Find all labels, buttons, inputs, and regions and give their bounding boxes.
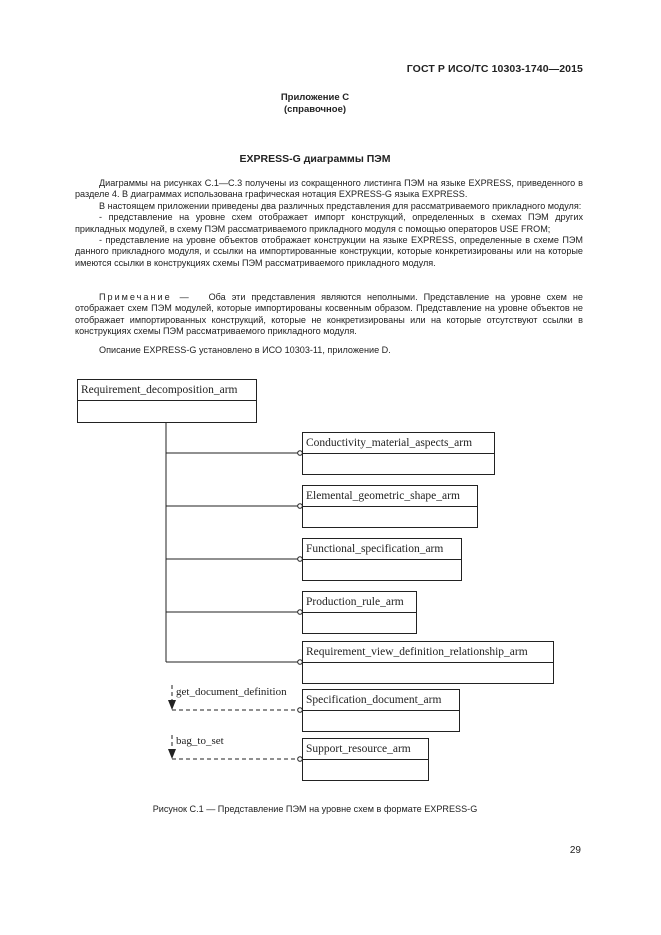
schema-name: Elemental_geometric_shape_arm [303,486,477,507]
reference-label: get_document_definition [176,686,287,698]
annex-subtitle: (справочное) [283,104,347,115]
schema-name: Functional_specification_arm [303,539,461,560]
schema-box [302,591,417,634]
note-label: Примечание — [99,292,191,302]
schema-name: Support_resource_arm [303,739,428,760]
schema-box [302,432,495,475]
reference-label: bag_to_set [176,735,224,747]
schema-box [302,738,429,781]
schema-name: Requirement_view_definition_relationship_arm [303,642,553,663]
schema-name: Production_rule_arm [303,592,416,613]
schema-name: Specification_document_arm [303,690,459,711]
schema-box [302,689,460,732]
arrowhead-icon [168,749,176,759]
root-schema-box [77,379,257,423]
paragraph-4: - представление на уровне объектов отображает конструкции на языке EXPRESS, определенные в схеме ПЭМ данного прикладного модуля, и ссылки на импортированные конструкции, которые конкретизированы или на которые имеются ссылки в конструкциях схемы ПЭМ рассматриваемого прикладного модуля. [75,235,583,268]
schema-name: Conductivity_material_aspects_arm [303,433,494,454]
paragraph-2: В настоящем приложении приведены два различных представления для рассматриваемого прикладного модуля: [99,200,582,211]
document-header-id: ГОСТ Р ИСО/ТС 10303-1740—2015 [406,63,583,75]
section-title: EXPRESS-G диаграммы ПЭМ [239,153,391,165]
paragraph-5: Описание EXPRESS-G установлено в ИСО 10303-11, приложение D. [99,345,391,355]
schema-box [302,641,554,684]
schema-box [302,485,478,528]
paragraph-3: - представление на уровне схем отображает импорт конструкций, определенных в схемах ПЭМ других прикладных модулей, в схему ПЭМ рассматриваемого прикладного модуля с помощью операторов USE FROM; [75,212,583,234]
note-text: Оба эти представления являются неполными. Представление на уровне схем не отображает схем ПЭМ модулей, которые импортированы косвенным образом. Представление на уровне объектов не отображает импортированных конструкций, которые не конкретизированы или на которые отсутствуют ссылки в конструкциях схемы ПЭМ рассматриваемого прикладного модуля. [75,292,583,337]
page-number: 29 [569,845,581,856]
figure-caption: Рисунок С.1 — Представление ПЭМ на уровне схем в формате EXPRESS-G [152,804,478,814]
annex-title: Приложение С [280,92,350,103]
schema-box [302,538,462,581]
schema-name: Requirement_decomposition_arm [78,380,256,401]
paragraph-1: Диаграммы на рисунках С.1—С.3 получены из сокращенного листинга ПЭМ на языке EXPRESS, приведенного в разделе 4. В диаграммах использована графическая нотация EXPRESS-G языка EXPRESS. [75,178,583,200]
arrowhead-icon [168,700,176,710]
